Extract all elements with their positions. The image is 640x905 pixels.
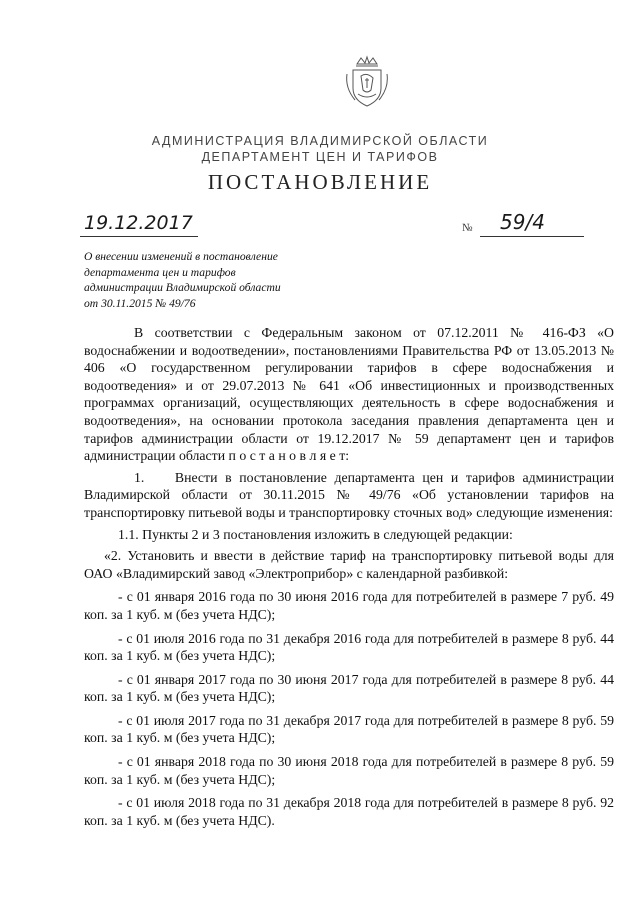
document-body [84, 324, 614, 829]
tariff-period-item: - с 01 января 2016 года по 30 июня 2016 года для потребителей в размере 7 руб. 49 коп. за 1 куб. м (без учета НДС); [84, 589, 614, 622]
tariff-period-item: - с 01 июля 2016 года по 31 декабря 2016 года для потребителей в размере 8 руб. 44 коп. за 1 куб. м (без учета НДС); [84, 630, 614, 664]
tariff-period-item: - с 01 июля 2018 года по 31 декабря 2018 года для потребителей в размере 8 руб. 92 коп. за 1 куб. м (без учета НДС). [84, 795, 614, 828]
clause-2-paragraph: «2. Установить и ввести в действие тариф на транспортировку питьевой воды для ОАО «Владимирский завод «Электроприбор» с календарной разбивкой: [84, 548, 614, 581]
subject-line: от 30.11.2015 № 49/76 [84, 296, 196, 310]
date-underline [80, 236, 198, 237]
item-1-1-paragraph: 1.1. Пункты 2 и 3 постановления изложить в следующей редакции: [118, 526, 513, 542]
preamble-paragraph: В соответствии с Федеральным законом от 07.12.2011 № 416-ФЗ «О водоснабжении и водоотведении», постановлениями Правительства РФ от 13.05.2013 № 406 «О государственном регулировании тарифов в сфере водоснабжения и водоотведения» и от 29.07.2013 № 641 «Об инвестиционных и производственных программах организаций, осуществляющих деятельность в сфере водоснабжения и водоотведения», на основании протокола заседания правления департамента цен и тарифов администрации области от 19.12.2017 № 59 департамент цен и тарифов администрации области п о с т а н о в л я е т: [84, 325, 614, 464]
item-1-paragraph: 1. Внести в постановление департамента цен и тарифов администрации Владимирской области от 30.11.2015 № 49/76 «Об установлении тарифов на транспортировку питьевой воды и транспортировку сточных вод» следующие изменения: [84, 469, 614, 520]
subject-line: администрации Владимирской области [84, 281, 281, 294]
document-subject [84, 249, 344, 311]
tariff-period-item: - с 01 июля 2017 года по 31 декабря 2017 года для потребителей в размере 8 руб. 59 коп. за 1 куб. м (без учета НДС); [84, 712, 614, 746]
coat-of-arms-icon [343, 54, 391, 110]
tariff-period-item: - с 01 января 2017 года по 30 июня 2017 года для потребителей в размере 8 руб. 44 коп. за 1 куб. м (без учета НДС); [84, 671, 614, 705]
tariff-period-item: - с 01 января 2018 года по 30 июня 2018 года для потребителей в размере 8 руб. 59 коп. за 1 куб. м (без учета НДС); [84, 754, 614, 787]
number-underline [480, 236, 584, 237]
department-name: ДЕПАРТАМЕНТ ЦЕН И ТАРИФОВ [201, 150, 439, 164]
document-title: ПОСТАНОВЛЕНИЕ [207, 170, 433, 194]
subject-line: департамента цен и тарифов [84, 265, 236, 279]
document-number: 59/4 [500, 210, 545, 234]
number-sign: № [462, 222, 473, 234]
organization-name: АДМИНИСТРАЦИЯ ВЛАДИМИРСКОЙ ОБЛАСТИ [151, 134, 489, 148]
subject-line: О внесении изменений в постановление [84, 250, 278, 263]
document-date: 19.12.2017 [84, 212, 193, 234]
